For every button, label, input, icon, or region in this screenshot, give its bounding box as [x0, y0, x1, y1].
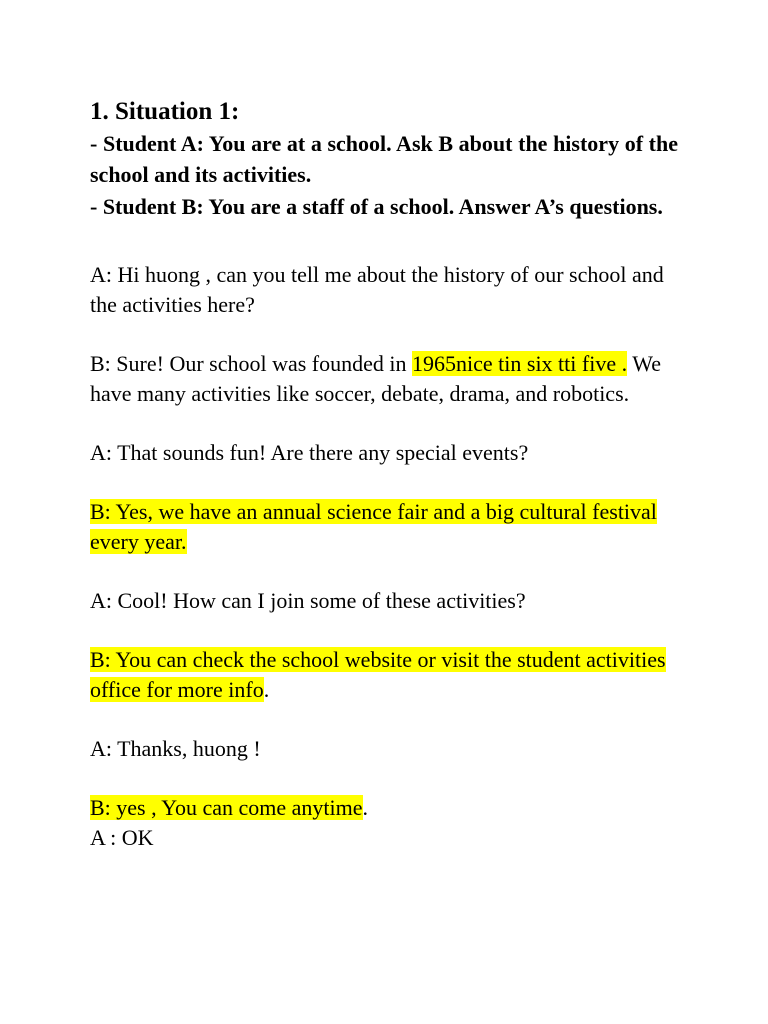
dialogue-line-b4 — [90, 793, 678, 823]
dialogue-text: . — [362, 795, 369, 820]
document-page — [90, 96, 678, 853]
dialogue-text: . — [263, 677, 270, 702]
highlighted-text: B: You can check the school website or visit the student activities office for more info — [90, 647, 666, 702]
dialogue-text: B: Sure! Our school was founded in — [90, 351, 413, 376]
dialogue-line-b2 — [90, 497, 678, 557]
dialogue-line-a3: A: Cool! How can I join some of these activities? — [90, 588, 526, 613]
student-a-instruction: - Student A: You are at a school. Ask B about the history of the school and its activities. — [90, 131, 678, 187]
student-b-instruction: - Student B: You are a staff of a school. Answer A’s questions. — [90, 194, 663, 219]
highlighted-text: 1965nice tin six tti five . — [412, 351, 628, 376]
dialogue-line-b3 — [90, 645, 678, 705]
situation-heading: 1. Situation 1: — [90, 98, 240, 125]
highlighted-text: B: yes , You can come anytime — [90, 795, 363, 820]
dialogue-line-a1: A: Hi huong , can you tell me about the history of our school and the activities here? — [90, 262, 664, 317]
dialogue-line-b1 — [90, 349, 678, 409]
highlighted-text: B: Yes, we have an annual science fair and a big cultural festival every year. — [90, 499, 657, 554]
dialogue — [90, 260, 678, 853]
dialogue-line-a4: A: Thanks, huong ! — [90, 736, 261, 761]
dialogue-line-a2: A: That sounds fun! Are there any special events? — [90, 440, 529, 465]
dialogue-line-a5: A : OK — [90, 825, 154, 850]
dialogue-text: We have many activities like soccer, debate, drama, and robotics. — [90, 351, 661, 406]
